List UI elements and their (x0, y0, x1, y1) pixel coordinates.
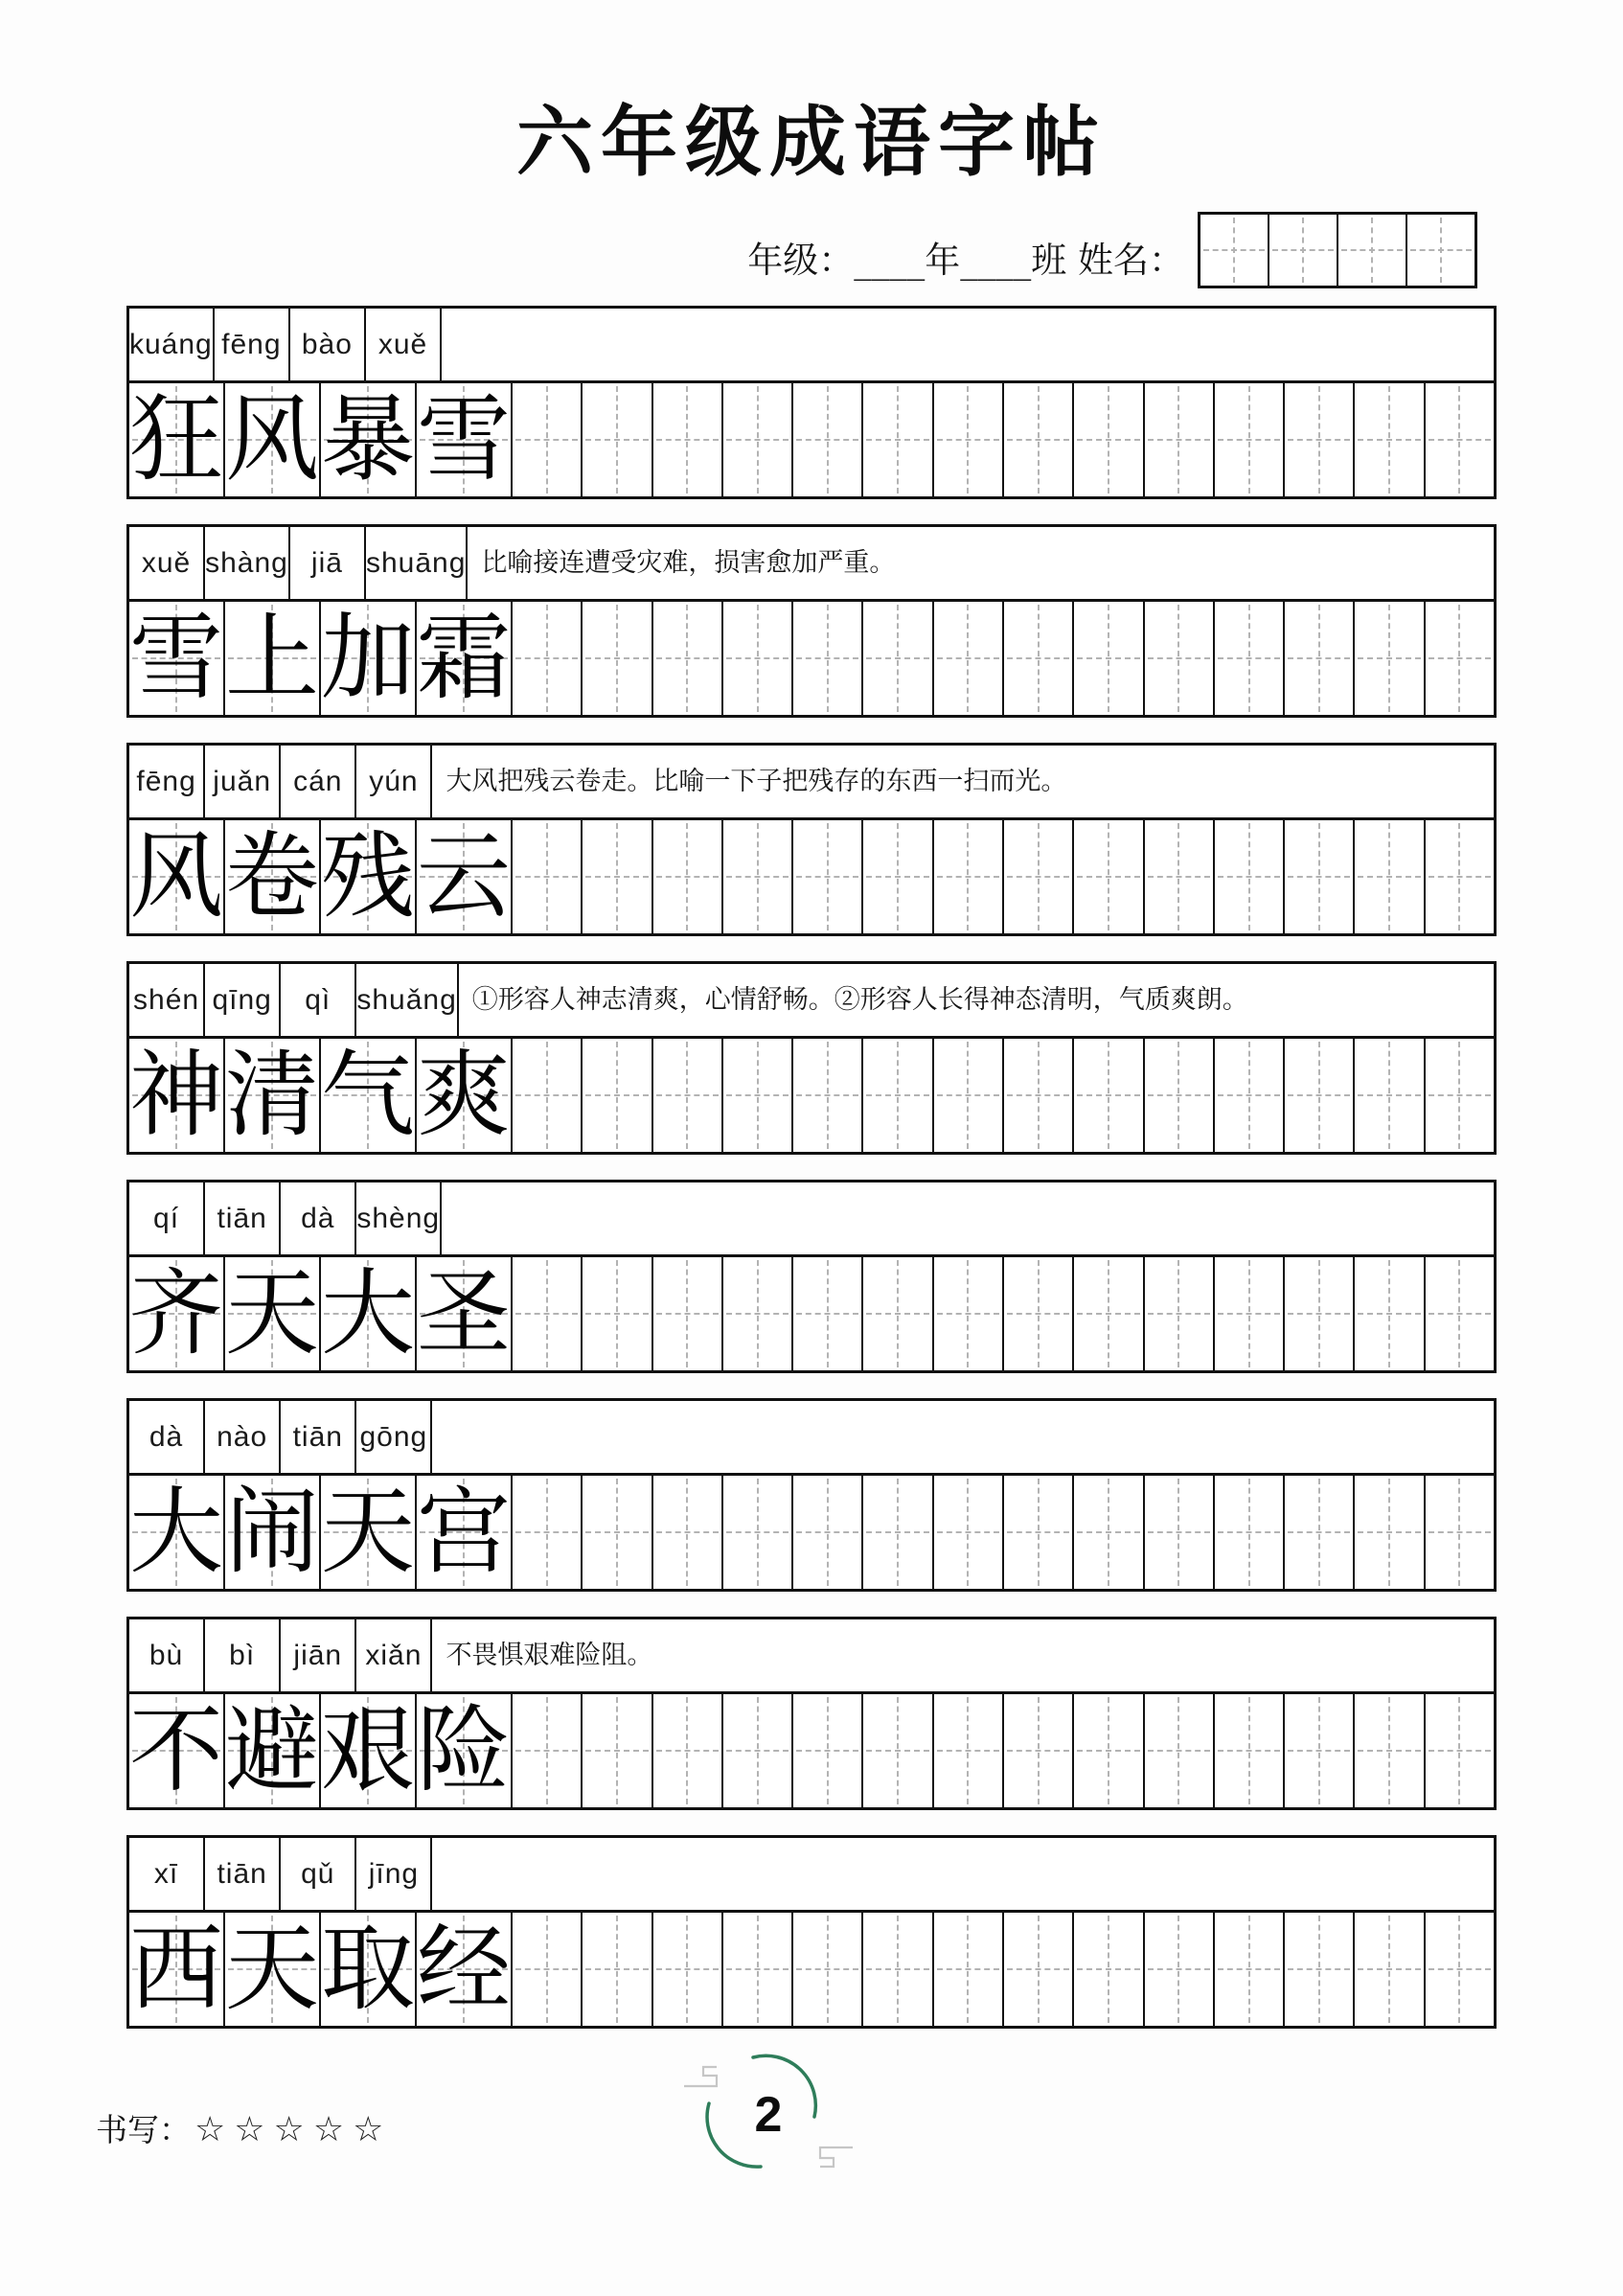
character-row (129, 1257, 1494, 1370)
character-row (129, 1694, 1494, 1807)
practice-cell[interactable] (513, 820, 583, 933)
pinyin-row (129, 527, 1494, 602)
pinyin-cell: shèng (356, 1182, 442, 1254)
character-cell (417, 820, 513, 933)
idiom-character: 闹 (225, 1478, 320, 1587)
pinyin-cell: shuāng (366, 527, 468, 599)
character-cell (321, 1476, 417, 1589)
character-cell (129, 1694, 225, 1807)
character-cell (225, 1694, 321, 1807)
character-cell (129, 383, 225, 496)
pinyin-row (129, 1401, 1494, 1476)
pinyin-row (129, 1619, 1494, 1694)
practice-cell[interactable] (1426, 1039, 1494, 1152)
practice-cell[interactable] (653, 602, 723, 715)
pinyin-cell: bù (129, 1619, 205, 1691)
character-cell (417, 1476, 513, 1589)
character-cell (321, 602, 417, 715)
character-row (129, 602, 1494, 715)
pinyin-cell: qí (129, 1182, 205, 1254)
idiom-block (126, 1398, 1497, 1592)
character-cell (417, 602, 513, 715)
pinyin-cell: shuǎng (356, 964, 458, 1036)
pinyin-cell: bào (290, 309, 366, 380)
practice-cell[interactable] (863, 1913, 933, 2026)
character-cell (417, 1913, 513, 2026)
character-cell (417, 1694, 513, 1807)
practice-cell[interactable] (1004, 820, 1074, 933)
character-cell (321, 1913, 417, 2026)
definition-cell (442, 309, 1494, 380)
practice-cell[interactable] (793, 1257, 863, 1370)
pinyin-cell: xī (129, 1838, 205, 1910)
idiom-character: 圣 (417, 1259, 512, 1368)
definition-cell (432, 746, 1494, 817)
practice-cell[interactable] (1145, 1039, 1215, 1152)
pinyin-cell: cán (281, 746, 356, 817)
pinyin-cell: xiǎn (356, 1619, 432, 1691)
practice-cell[interactable] (1426, 1694, 1494, 1807)
pinyin-cell: jiān (281, 1619, 356, 1691)
practice-cell[interactable] (723, 383, 793, 496)
practice-cell[interactable] (793, 383, 863, 496)
practice-cell[interactable] (793, 1476, 863, 1589)
practice-cell[interactable] (934, 1257, 1004, 1370)
practice-cell[interactable] (1426, 383, 1494, 496)
pinyin-cell: bì (205, 1619, 281, 1691)
character-cell (225, 1257, 321, 1370)
pinyin-cell: tiān (281, 1401, 356, 1473)
pinyin-cell: fēng (129, 746, 205, 817)
idiom-character: 雪 (417, 385, 512, 494)
pinyin-cell: dà (281, 1182, 356, 1254)
idiom-character: 险 (417, 1696, 512, 1805)
practice-cell[interactable] (1285, 1039, 1355, 1152)
pinyin-cell: yún (356, 746, 432, 817)
practice-cell[interactable] (1145, 1476, 1215, 1589)
pinyin-cell: fēng (215, 309, 290, 380)
character-cell (417, 383, 513, 496)
pinyin-row (129, 309, 1494, 383)
idiom-character: 残 (321, 822, 416, 931)
character-cell (417, 1039, 513, 1152)
character-cell (225, 1476, 321, 1589)
practice-cell[interactable] (1004, 383, 1074, 496)
idiom-block (126, 524, 1497, 718)
character-cell (129, 1913, 225, 2026)
idiom-character: 暴 (321, 385, 416, 494)
pinyin-cell: nào (205, 1401, 281, 1473)
practice-cell[interactable] (583, 1039, 652, 1152)
practice-cell[interactable] (513, 1039, 583, 1152)
practice-cell[interactable] (653, 1913, 723, 2026)
practice-cell[interactable] (1074, 1694, 1144, 1807)
practice-cell[interactable] (793, 1694, 863, 1807)
character-row (129, 1913, 1494, 2026)
idiom-character: 神 (129, 1041, 224, 1150)
pinyin-cell: xuě (129, 527, 205, 599)
idiom-character: 上 (225, 604, 320, 713)
character-cell (129, 1476, 225, 1589)
pinyin-row (129, 1182, 1494, 1257)
idiom-character: 霜 (417, 604, 512, 713)
definition-cell (442, 1182, 1494, 1254)
practice-cell[interactable] (1285, 1257, 1355, 1370)
definition-cell (468, 527, 1494, 599)
idiom-character: 爽 (417, 1041, 512, 1150)
pinyin-cell: qīng (205, 964, 281, 1036)
practice-cell[interactable] (1426, 602, 1494, 715)
practice-cell[interactable] (1004, 1257, 1074, 1370)
practice-cell[interactable] (1215, 1257, 1285, 1370)
idiom-character: 天 (321, 1478, 416, 1587)
practice-cell[interactable] (1004, 602, 1074, 715)
practice-cell[interactable] (1285, 1476, 1355, 1589)
practice-cell[interactable] (793, 602, 863, 715)
practice-cell[interactable] (723, 820, 793, 933)
idiom-character: 卷 (225, 822, 320, 931)
definition-text: 比喻接连遭受灾难，损害愈加严重。 (481, 547, 896, 578)
character-cell (129, 1257, 225, 1370)
practice-cell[interactable] (723, 1913, 793, 2026)
idiom-character: 天 (225, 1915, 320, 2024)
practice-cell[interactable] (1426, 1476, 1494, 1589)
practice-cell[interactable] (1145, 1257, 1215, 1370)
practice-cell[interactable] (583, 383, 652, 496)
page-number: 2 (754, 2087, 783, 2143)
character-cell (321, 383, 417, 496)
practice-cell[interactable] (1215, 602, 1285, 715)
idiom-character: 大 (321, 1259, 416, 1368)
practice-cell[interactable] (793, 1913, 863, 2026)
practice-cell[interactable] (653, 1476, 723, 1589)
practice-cell[interactable] (793, 1039, 863, 1152)
practice-cell[interactable] (723, 1476, 793, 1589)
pinyin-cell: jīng (356, 1838, 432, 1910)
practice-cell[interactable] (1074, 1039, 1144, 1152)
name-cell[interactable] (1200, 215, 1269, 286)
pinyin-cell: gōng (356, 1401, 432, 1473)
practice-cell[interactable] (1215, 1039, 1285, 1152)
practice-cell[interactable] (1285, 1913, 1355, 2026)
character-row (129, 383, 1494, 496)
idiom-character: 取 (321, 1915, 416, 2024)
page-footer (0, 2061, 1623, 2224)
practice-cell[interactable] (1285, 383, 1355, 496)
idiom-character: 艰 (321, 1696, 416, 1805)
practice-cell[interactable] (1074, 820, 1144, 933)
practice-cell[interactable] (583, 820, 652, 933)
practice-cell[interactable] (1074, 1476, 1144, 1589)
practice-cell[interactable] (934, 1039, 1004, 1152)
idiom-character: 宫 (417, 1478, 512, 1587)
practice-cell[interactable] (653, 820, 723, 933)
pinyin-row (129, 746, 1494, 820)
practice-cell[interactable] (1004, 1913, 1074, 2026)
idiom-character: 避 (225, 1696, 320, 1805)
practice-cell[interactable] (1145, 602, 1215, 715)
practice-cell[interactable] (513, 383, 583, 496)
character-cell (129, 602, 225, 715)
definition-text: ①形容人神志清爽，心情舒畅。②形容人长得神态清明，气质爽朗。 (471, 984, 1248, 1015)
practice-cell[interactable] (863, 383, 933, 496)
character-cell (321, 820, 417, 933)
pinyin-cell: juǎn (205, 746, 281, 817)
student-info-label: 年级：____年____班 姓名： (747, 240, 1184, 281)
practice-cell[interactable] (863, 1257, 933, 1370)
idiom-character: 经 (417, 1915, 512, 2024)
practice-cell[interactable] (723, 1257, 793, 1370)
practice-cell[interactable] (863, 1476, 933, 1589)
idiom-block (126, 1835, 1497, 2029)
practice-cell[interactable] (1285, 602, 1355, 715)
practice-cell[interactable] (863, 820, 933, 933)
practice-cell[interactable] (1004, 1476, 1074, 1589)
practice-cell[interactable] (513, 1257, 583, 1370)
practice-cell[interactable] (1004, 1039, 1074, 1152)
idiom-character: 天 (225, 1259, 320, 1368)
practice-cell[interactable] (1215, 1476, 1285, 1589)
idiom-character: 雪 (129, 604, 224, 713)
practice-cell[interactable] (1074, 1257, 1144, 1370)
practice-cell[interactable] (1215, 383, 1285, 496)
definition-text: 大风把残云卷走。比喻一下子把残存的东西一扫而光。 (446, 766, 1067, 796)
character-cell (225, 1039, 321, 1152)
practice-cell[interactable] (1004, 1694, 1074, 1807)
pinyin-cell: jiā (290, 527, 366, 599)
pinyin-row (129, 1838, 1494, 1913)
practice-cell[interactable] (934, 383, 1004, 496)
idiom-character: 风 (225, 385, 320, 494)
practice-cell[interactable] (723, 1039, 793, 1152)
pinyin-cell: qǔ (281, 1838, 356, 1910)
pinyin-cell: kuáng (129, 309, 215, 380)
idiom-character: 齐 (129, 1259, 224, 1368)
idiom-character: 大 (129, 1478, 224, 1587)
character-cell (321, 1039, 417, 1152)
definition-cell (432, 1838, 1494, 1910)
idiom-block (126, 1180, 1497, 1373)
practice-cell[interactable] (793, 820, 863, 933)
pinyin-cell: qì (281, 964, 356, 1036)
practice-cell[interactable] (1355, 1694, 1425, 1807)
practice-cell[interactable] (1426, 820, 1494, 933)
definition-cell (459, 964, 1494, 1036)
practice-cell[interactable] (1145, 1694, 1215, 1807)
practice-cell[interactable] (723, 602, 793, 715)
idiom-block (126, 961, 1497, 1155)
idiom-character: 加 (321, 604, 416, 713)
practice-cell[interactable] (934, 820, 1004, 933)
idiom-character: 狂 (129, 385, 224, 494)
practice-cell[interactable] (1285, 1694, 1355, 1807)
practice-cell[interactable] (1074, 602, 1144, 715)
practice-cell[interactable] (653, 1039, 723, 1152)
practice-cell[interactable] (1145, 820, 1215, 933)
pinyin-cell: shén (129, 964, 205, 1036)
star-rating-icons: ☆☆☆☆☆ (194, 2108, 393, 2148)
character-row (129, 820, 1494, 933)
idiom-character: 云 (417, 822, 512, 931)
character-row (129, 1476, 1494, 1589)
practice-cell[interactable] (1215, 1694, 1285, 1807)
name-cell[interactable] (1269, 215, 1338, 286)
practice-cell[interactable] (1426, 1913, 1494, 2026)
idiom-block (126, 743, 1497, 936)
character-cell (417, 1257, 513, 1370)
practice-cell[interactable] (1285, 820, 1355, 933)
character-cell (225, 820, 321, 933)
pinyin-cell: tiān (205, 1182, 281, 1254)
page-number-ornament (682, 2048, 855, 2193)
practice-cell[interactable] (1215, 820, 1285, 933)
practice-cell[interactable] (1355, 1039, 1425, 1152)
idiom-character: 气 (321, 1041, 416, 1150)
practice-cell[interactable] (1145, 1913, 1215, 2026)
practice-cell[interactable] (934, 1476, 1004, 1589)
practice-cell[interactable] (863, 1039, 933, 1152)
practice-cell[interactable] (1074, 1913, 1144, 2026)
practice-cell[interactable] (513, 1913, 583, 2026)
practice-cell[interactable] (863, 1694, 933, 1807)
idiom-character: 清 (225, 1041, 320, 1150)
name-cell[interactable] (1407, 215, 1474, 286)
practice-cell[interactable] (934, 1913, 1004, 2026)
pinyin-cell: tiān (205, 1838, 281, 1910)
practice-cell[interactable] (653, 1257, 723, 1370)
practice-cell[interactable] (1355, 1257, 1425, 1370)
character-cell (225, 1913, 321, 2026)
practice-cell[interactable] (583, 1694, 652, 1807)
practice-cell[interactable] (1355, 820, 1425, 933)
practice-cell[interactable] (653, 1694, 723, 1807)
practice-cell[interactable] (934, 1694, 1004, 1807)
character-cell (225, 383, 321, 496)
character-cell (321, 1257, 417, 1370)
pinyin-cell: xuě (366, 309, 442, 380)
practice-cell[interactable] (934, 602, 1004, 715)
character-cell (129, 1039, 225, 1152)
page-title: 六年级成语字帖 (516, 97, 1107, 187)
character-row (129, 1039, 1494, 1152)
practice-cell[interactable] (723, 1694, 793, 1807)
name-grid (1198, 212, 1477, 288)
pinyin-cell: dà (129, 1401, 205, 1473)
practice-cell[interactable] (653, 383, 723, 496)
name-cell[interactable] (1338, 215, 1407, 286)
writing-rating (96, 2105, 392, 2150)
idiom-character: 西 (129, 1915, 224, 2024)
practice-cell[interactable] (1355, 602, 1425, 715)
practice-cell[interactable] (1074, 383, 1144, 496)
definition-cell (432, 1401, 1494, 1473)
practice-cell[interactable] (1355, 1476, 1425, 1589)
practice-cell[interactable] (513, 1694, 583, 1807)
character-cell (129, 820, 225, 933)
practice-cell[interactable] (863, 602, 933, 715)
idiom-block (126, 1617, 1497, 1810)
practice-cell[interactable] (583, 602, 652, 715)
character-cell (225, 602, 321, 715)
definition-cell (432, 1619, 1494, 1691)
practice-cell[interactable] (583, 1476, 652, 1589)
rating-label: 书写： (96, 2111, 191, 2148)
idiom-block (126, 306, 1497, 499)
practice-cell[interactable] (1355, 1913, 1425, 2026)
idiom-character: 不 (129, 1696, 224, 1805)
practice-cell[interactable] (1145, 383, 1215, 496)
idiom-character: 风 (129, 822, 224, 931)
pinyin-row (129, 964, 1494, 1039)
practice-cell[interactable] (513, 1476, 583, 1589)
practice-cell[interactable] (1215, 1913, 1285, 2026)
practice-cell[interactable] (583, 1913, 652, 2026)
practice-cell[interactable] (1355, 383, 1425, 496)
practice-cell[interactable] (583, 1257, 652, 1370)
student-info-header (126, 212, 1497, 288)
character-cell (321, 1694, 417, 1807)
definition-text: 不畏惧艰难险阻。 (446, 1640, 653, 1670)
pinyin-cell: shàng (205, 527, 290, 599)
practice-cell[interactable] (1426, 1257, 1494, 1370)
practice-cell[interactable] (513, 602, 583, 715)
